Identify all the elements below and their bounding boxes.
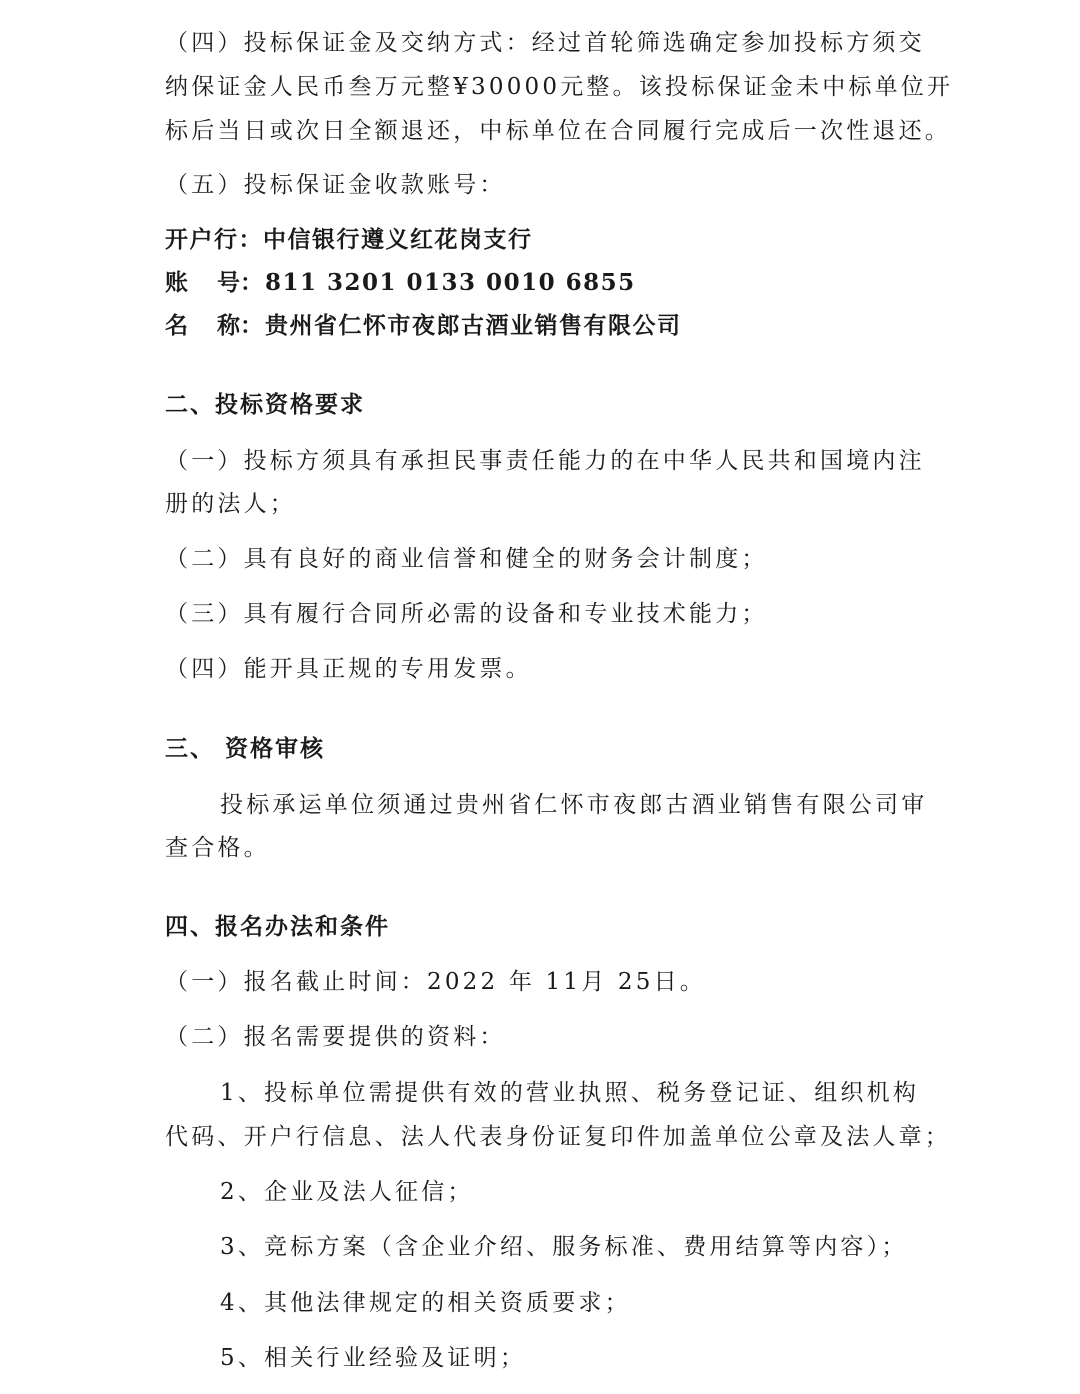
account-label bbox=[165, 268, 265, 298]
material-item-2: 2、企业及法人征信； bbox=[220, 1179, 474, 1205]
section3-title: 三、 资格审核 bbox=[165, 735, 326, 762]
deposit-method-line-1: （四）投标保证金及交纳方式：经过首轮筛选确定参加投标方须交 bbox=[165, 30, 925, 56]
section2-title: 二、投标资格要求 bbox=[165, 391, 365, 418]
bank-line bbox=[165, 225, 925, 255]
name-label-char-1: 名 bbox=[165, 312, 188, 339]
name-label-char-2: 称： bbox=[217, 312, 263, 339]
account-name-label bbox=[165, 311, 265, 341]
material-item-4: 4、其他法律规定的相关资质要求； bbox=[220, 1290, 631, 1316]
account-name-value: 贵州省仁怀市夜郎古酒业销售有限公司 bbox=[265, 312, 682, 339]
account-label-char-1: 账 bbox=[165, 269, 188, 296]
section2-item-1-line-2: 册的法人； bbox=[165, 491, 296, 517]
material-item-3: 3、竞标方案（含企业介绍、服务标准、费用结算等内容）； bbox=[220, 1234, 908, 1260]
account-name-line bbox=[165, 311, 925, 341]
section2-item-1-line-1: （一）投标方须具有承担民事责任能力的在中华人民共和国境内注 bbox=[165, 448, 925, 474]
material-item-1-line-1: 1、投标单位需提供有效的营业执照、税务登记证、组织机构 bbox=[220, 1080, 920, 1106]
account-number-value: 811 3201 0133 0010 6855 bbox=[265, 269, 636, 296]
section2-item-4: （四）能开具正规的专用发票。 bbox=[165, 656, 532, 682]
section2-item-3: （三）具有履行合同所必需的设备和专业技术能力； bbox=[165, 601, 768, 627]
account-label-char-2: 号： bbox=[217, 269, 263, 296]
section4-title: 四、报名办法和条件 bbox=[165, 913, 390, 940]
deposit-method-line-2: 纳保证金人民币叁万元整¥30000元整。该投标保证金未中标单位开 bbox=[165, 74, 954, 100]
section3-body-line-1: 投标承运单位须通过贵州省仁怀市夜郎古酒业销售有限公司审 bbox=[220, 792, 928, 818]
material-item-5: 5、相关行业经验及证明； bbox=[220, 1345, 527, 1371]
bank-value: 中信银行遵义红花岗支行 bbox=[263, 226, 533, 253]
section4-deadline: （一）报名截止时间：2022 年 11月 25日。 bbox=[165, 969, 706, 995]
account-heading: （五）投标保证金收款账号： bbox=[165, 172, 506, 198]
section4-materials-heading: （二）报名需要提供的资料： bbox=[165, 1024, 506, 1050]
account-number-line bbox=[165, 268, 925, 298]
material-item-1-line-2: 代码、开户行信息、法人代表身份证复印件加盖单位公章及法人章； bbox=[165, 1124, 951, 1150]
section3-body-line-2: 查合格。 bbox=[165, 835, 270, 861]
bank-label: 开户行： bbox=[165, 226, 263, 253]
deposit-method-line-3: 标后当日或次日全额退还，中标单位在合同履行完成后一次性退还。 bbox=[165, 118, 951, 144]
section2-item-2: （二）具有良好的商业信誉和健全的财务会计制度； bbox=[165, 546, 768, 572]
